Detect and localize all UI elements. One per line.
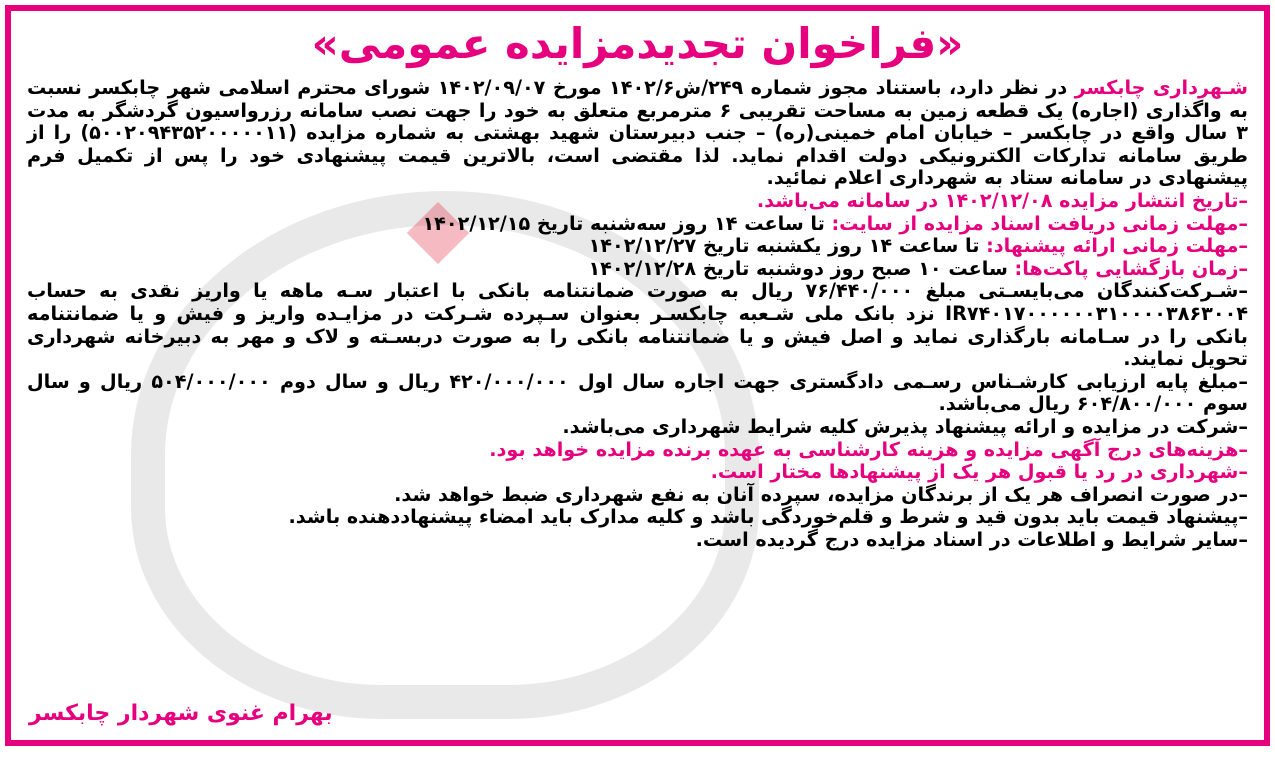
deadline-label: –مهلت زمانی دریافت اسناد مزایده از سایت: <box>831 211 1248 235</box>
intro-text: در نظر دارد، باستناد مجوز شماره ۲۴۹/ش۱۴۰۲/۶ مورخ ۱۴۰۲/۰۹/۰۷ شورای محترم اسلامی شهر چابکسر نسبت به واگذاری (اجاره) یک قطعه زمین به مساحت تقریبی ۶ مترمربع متعلق به خود را جهت نصب سامانه رزرواسیون گردشگر به مدت ۳ سال واقع در چابکسر – خیابان امام خمینی(ره) – جنب دبیرستان شهید بهشتی به شماره مزایده (۵۰۰۲۰۹۴۳۵۲۰۰۰۰۰۱۱) را از طریق سامانه تدارکات الکترونیکی دولت اقدام نماید. لذا مقتضی است، بالاترین قیمت پیشنهادی خود را پس از تکمیل فرم پیشنهادی در سامانه ستاد به شهرداری اعلام نمائید. <box>27 76 1248 190</box>
conditions-line: –پیشنهاد قیمت باید بدون قید و شرط و قلم‌خوردگی باشد و کلیه مدارک باید امضاء پیشنهاددهنده باشد. <box>288 505 1248 529</box>
notice-frame <box>5 5 1270 746</box>
deadline-value: تا ساعت ۱۴ روز سه‌شنبه تاریخ ۱۴۰۲/۱۲/۱۵ <box>422 211 832 235</box>
deadline-label: –زمان بازگشایی پاکت‌ها: <box>1014 256 1248 280</box>
discretion-line: –شهرداری در رد یا قبول هر یک از پیشنهادها مختار است. <box>710 460 1248 484</box>
deadline-value: ساعت ۱۰ صبح روز دوشنبه تاریخ ۱۴۰۲/۱۲/۲۸ <box>588 256 1015 280</box>
deadline-submission <box>27 235 1248 258</box>
notice-content <box>11 11 1264 551</box>
publish-date: –تاریخ انتشار مزایده ۱۴۰۲/۱۲/۰۸ در سامانه می‌باشد. <box>756 188 1248 212</box>
other-line: –سایر شرایط و اطلاعات در اسناد مزایده درج گردیده است. <box>695 527 1248 551</box>
notice-title: «فراخوان تجدیدمزایده عمومی» <box>311 19 964 68</box>
deadline-value: تا ساعت ۱۴ روز یکشنبه تاریخ ۱۴۰۲/۱۲/۲۷ <box>588 234 987 258</box>
base-price-paragraph: –مبلغ پایه ارزیابی کارشـناس رسـمی دادگستری جهت اجاره سال اول ۴۲۰/۰۰۰/۰۰۰ ریال و سال دوم ۵۰۴/۰۰۰/۰۰۰ ریال و سال سوم ۶۰۴/۸۰۰/۰۰۰ ریال می‌باشد. <box>27 369 1248 416</box>
forfeit-line: –در صورت انصراف هر یک از برندگان مزایده، سپرده آنان به نفع شهرداری ضبط خواهد شد. <box>394 482 1248 506</box>
deadline-label: –مهلت زمانی ارائه پیشنهاد: <box>986 234 1248 258</box>
signature: بهرام غنوی شهردار چابکسر <box>29 701 333 726</box>
deadline-documents <box>27 213 1248 236</box>
deposit-paragraph: –شـرکت‌کنندگان می‌بایسـتی مبلغ ۷۶/۴۴۰/۰۰۰ ریال به صورت ضمانتنامه بانکی با اعتبار سـه ماهه یا واریز نقدی به حساب IR۷۴۰۱۷۰۰۰۰۰۰۳۱۰۰۰۰۳۸۶۳۰۰۴ نزد بانک ملی شـعبه چابکسـر بعنوان سـپرده شـرکت در مزایـده واریز و فیش و یا ضمانتنامه بانکی را در سـامانه بارگذاری نماید و اصل فیش و یا ضمانتنامه بانکی را به صورت دربسـته و لاک و مهر به دبیرخانه شهرداری تحویل نمایند. <box>27 279 1249 371</box>
costs-line: –هزینه‌های درج آگهی مزایده و هزینه کارشناسی به عهده برنده مزایده خواهد بود. <box>489 437 1248 461</box>
deadline-opening <box>27 258 1248 281</box>
intro-paragraph <box>27 77 1248 190</box>
acceptance-line: –شرکت در مزایده و ارائه پیشنهاد پذیرش کلیه شرایط شهرداری می‌باشد. <box>562 414 1248 438</box>
intro-org: شـهرداری چابکسر <box>1074 76 1248 99</box>
